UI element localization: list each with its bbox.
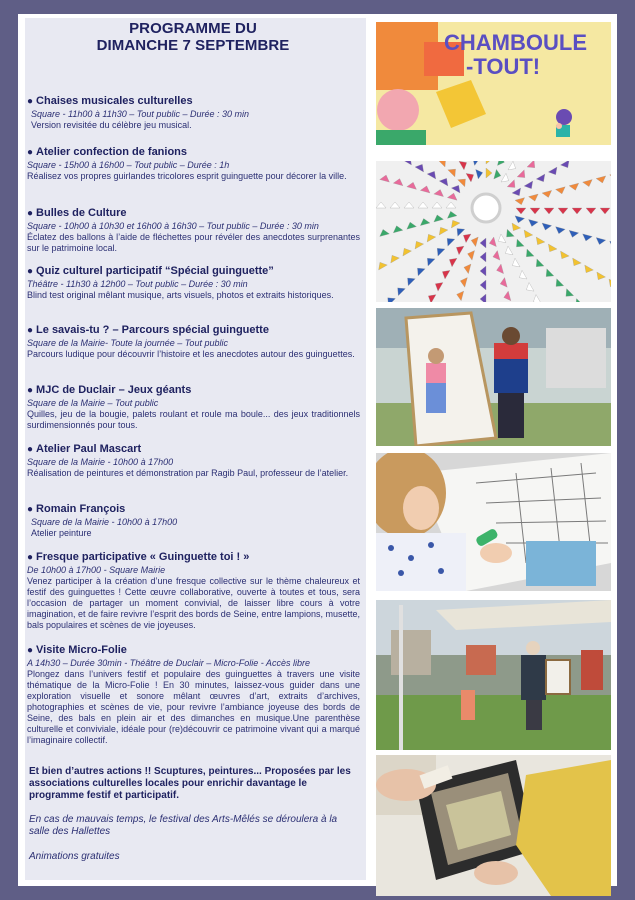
event-title: ● Chaises musicales culturelles	[27, 95, 193, 107]
free-note: Animations gratuites	[29, 851, 120, 862]
event-description: Atelier peinture	[31, 528, 92, 538]
event-item	[27, 443, 360, 479]
event-description: Parcours ludique pour découvrir l’histoire et les anecdotes autour des guinguettes.	[27, 349, 355, 359]
poster-title-line2: -TOUT!	[466, 54, 541, 79]
programme-panel	[25, 18, 366, 880]
bullet-icon: ●	[27, 504, 34, 515]
poster-title-line1: CHAMBOULE	[444, 30, 587, 55]
event-meta: Square - 15h00 à 16h00 – Tout public – Durée : 1h	[27, 160, 230, 170]
event-title: ● Atelier confection de fanions	[27, 146, 188, 158]
event-item	[27, 503, 360, 539]
event-meta: De 10h00 à 17h00 - Square Mairie	[27, 565, 166, 575]
event-item	[27, 146, 360, 182]
bullet-icon: ●	[27, 325, 34, 336]
event-title: ● Le savais-tu ? – Parcours spécial guinguette	[27, 324, 269, 336]
chamboule-tout-poster	[376, 22, 611, 145]
event-item	[27, 95, 360, 131]
game-board-image	[376, 308, 611, 446]
bullet-icon: ●	[27, 208, 34, 219]
bullet-icon: ●	[27, 266, 34, 277]
game-board-photo	[376, 308, 611, 446]
event-meta: Square de la Mairie - 10h00 à 17h00	[31, 517, 178, 527]
event-title: ● Romain François	[27, 503, 126, 515]
page-title: PROGRAMME DU DIMANCHE 7 SEPTEMBRE	[96, 20, 290, 54]
event-description: Réalisation de peintures et démonstration par Ragib Paul, professeur de l’atelier.	[27, 468, 349, 478]
event-title: ● Atelier Paul Mascart	[27, 443, 142, 455]
bullet-icon: ●	[27, 444, 34, 455]
event-item	[27, 324, 360, 360]
outro-text: Et bien d’autres actions !! Scuptures, peintures... Proposées par les associations culturelles locales pour enrichir davantage le programme festif et participatif.	[29, 766, 351, 801]
event-title: ● Visite Micro-Folie	[27, 644, 127, 656]
event-meta: Théâtre - 11h30 à 12h00 – Tout public – Durée : 30 min	[27, 279, 248, 289]
event-description: Version revisitée du célèbre jeu musical.	[31, 120, 192, 130]
bullet-icon: ●	[27, 147, 34, 158]
event-item	[27, 207, 360, 254]
event-meta: Square de la Mairie - 10h00 à 17h00	[27, 457, 174, 467]
event-meta: A 14h30 – Durée 30min - Théâtre de Duclair – Micro-Folie - Accès libre	[27, 658, 310, 668]
painters-photo	[376, 600, 611, 750]
event-title: ● Fresque participative « Guinguette toi ! »	[27, 551, 250, 563]
event-title: ● Quiz culturel participatif “Spécial guinguette”	[27, 265, 274, 277]
event-description: Éclatez des ballons à l’aide de fléchettes pour révéler des anecdotes surprenantes sur le patrimoine local.	[27, 232, 360, 253]
event-description: Blind test original mêlant musique, arts visuels, photos et extraits historiques.	[27, 290, 334, 300]
event-description: Réalisez vos propres guirlandes tricolores esprit guinguette pour décorer la ville.	[27, 171, 347, 181]
bullet-icon: ●	[27, 645, 34, 656]
event-meta: Square de la Mairie- Toute la journée – Tout public	[27, 338, 228, 348]
printing-image	[376, 755, 611, 896]
poster-illustration	[376, 22, 611, 145]
bullet-icon: ●	[27, 552, 34, 563]
bullet-icon: ●	[27, 96, 34, 107]
event-meta: Square - 11h00 à 11h30 – Tout public – Durée : 30 min	[31, 109, 249, 119]
bunting-photo	[376, 161, 611, 302]
event-item	[27, 384, 360, 431]
bunting-image	[376, 161, 611, 302]
event-meta: Square de la Mairie – Tout public	[27, 398, 159, 408]
event-item	[27, 644, 360, 746]
event-item	[27, 551, 360, 631]
event-description: Venez participer à la création d’une fresque collective sur le thème chaleureux et festif des guinguettes ! Cette œuvre collaborative, ouverte à toutes et tous, sera l’occasion de partager un moment convivial, de laisser libre cours à votre imagination, et de faire revivre l’esprit des bords de Seine, entre lampions, musette, bals populaires et scènes de vie joyeuses.	[27, 576, 360, 630]
painters-image	[376, 600, 611, 750]
drawing-image	[376, 453, 611, 591]
event-meta: Square - 10h00 à 10h30 et 16h00 à 16h30 – Tout public – Durée : 30 min	[27, 221, 319, 231]
bullet-icon: ●	[27, 385, 34, 396]
drawing-photo	[376, 453, 611, 591]
event-title: ● Bulles de Culture	[27, 207, 127, 219]
event-description: Quilles, jeu de la bougie, palets roulant et roule ma boule... des jeux traditionnels surdimensionnés pour tous.	[27, 409, 360, 430]
event-description: Plongez dans l’univers festif et populaire des guinguettes à travers une visite thématique de la Micro-Folie ! En 30 minutes, laissez-vous guider dans une exploration visuelle et sonore mêlant œuvres d’art, extraits d’archives, photographies et scènes de vie, pour revivre l’ambiance joyeuse des bords de Seine, des bals en plein air et des dimanches en musique.Une parenthèse culturelle et conviviale, idéale pour (re)découvrir ce patrimoine vivant qui a marqué l’imaginaire collectif.	[27, 669, 360, 745]
weather-note: En cas de mauvais temps, le festival des Arts-Mêlés se déroulera à la salle des Hallettes	[29, 814, 338, 837]
event-title: ● MJC de Duclair – Jeux géants	[27, 384, 192, 396]
event-item	[27, 265, 360, 301]
printing-photo	[376, 755, 611, 896]
